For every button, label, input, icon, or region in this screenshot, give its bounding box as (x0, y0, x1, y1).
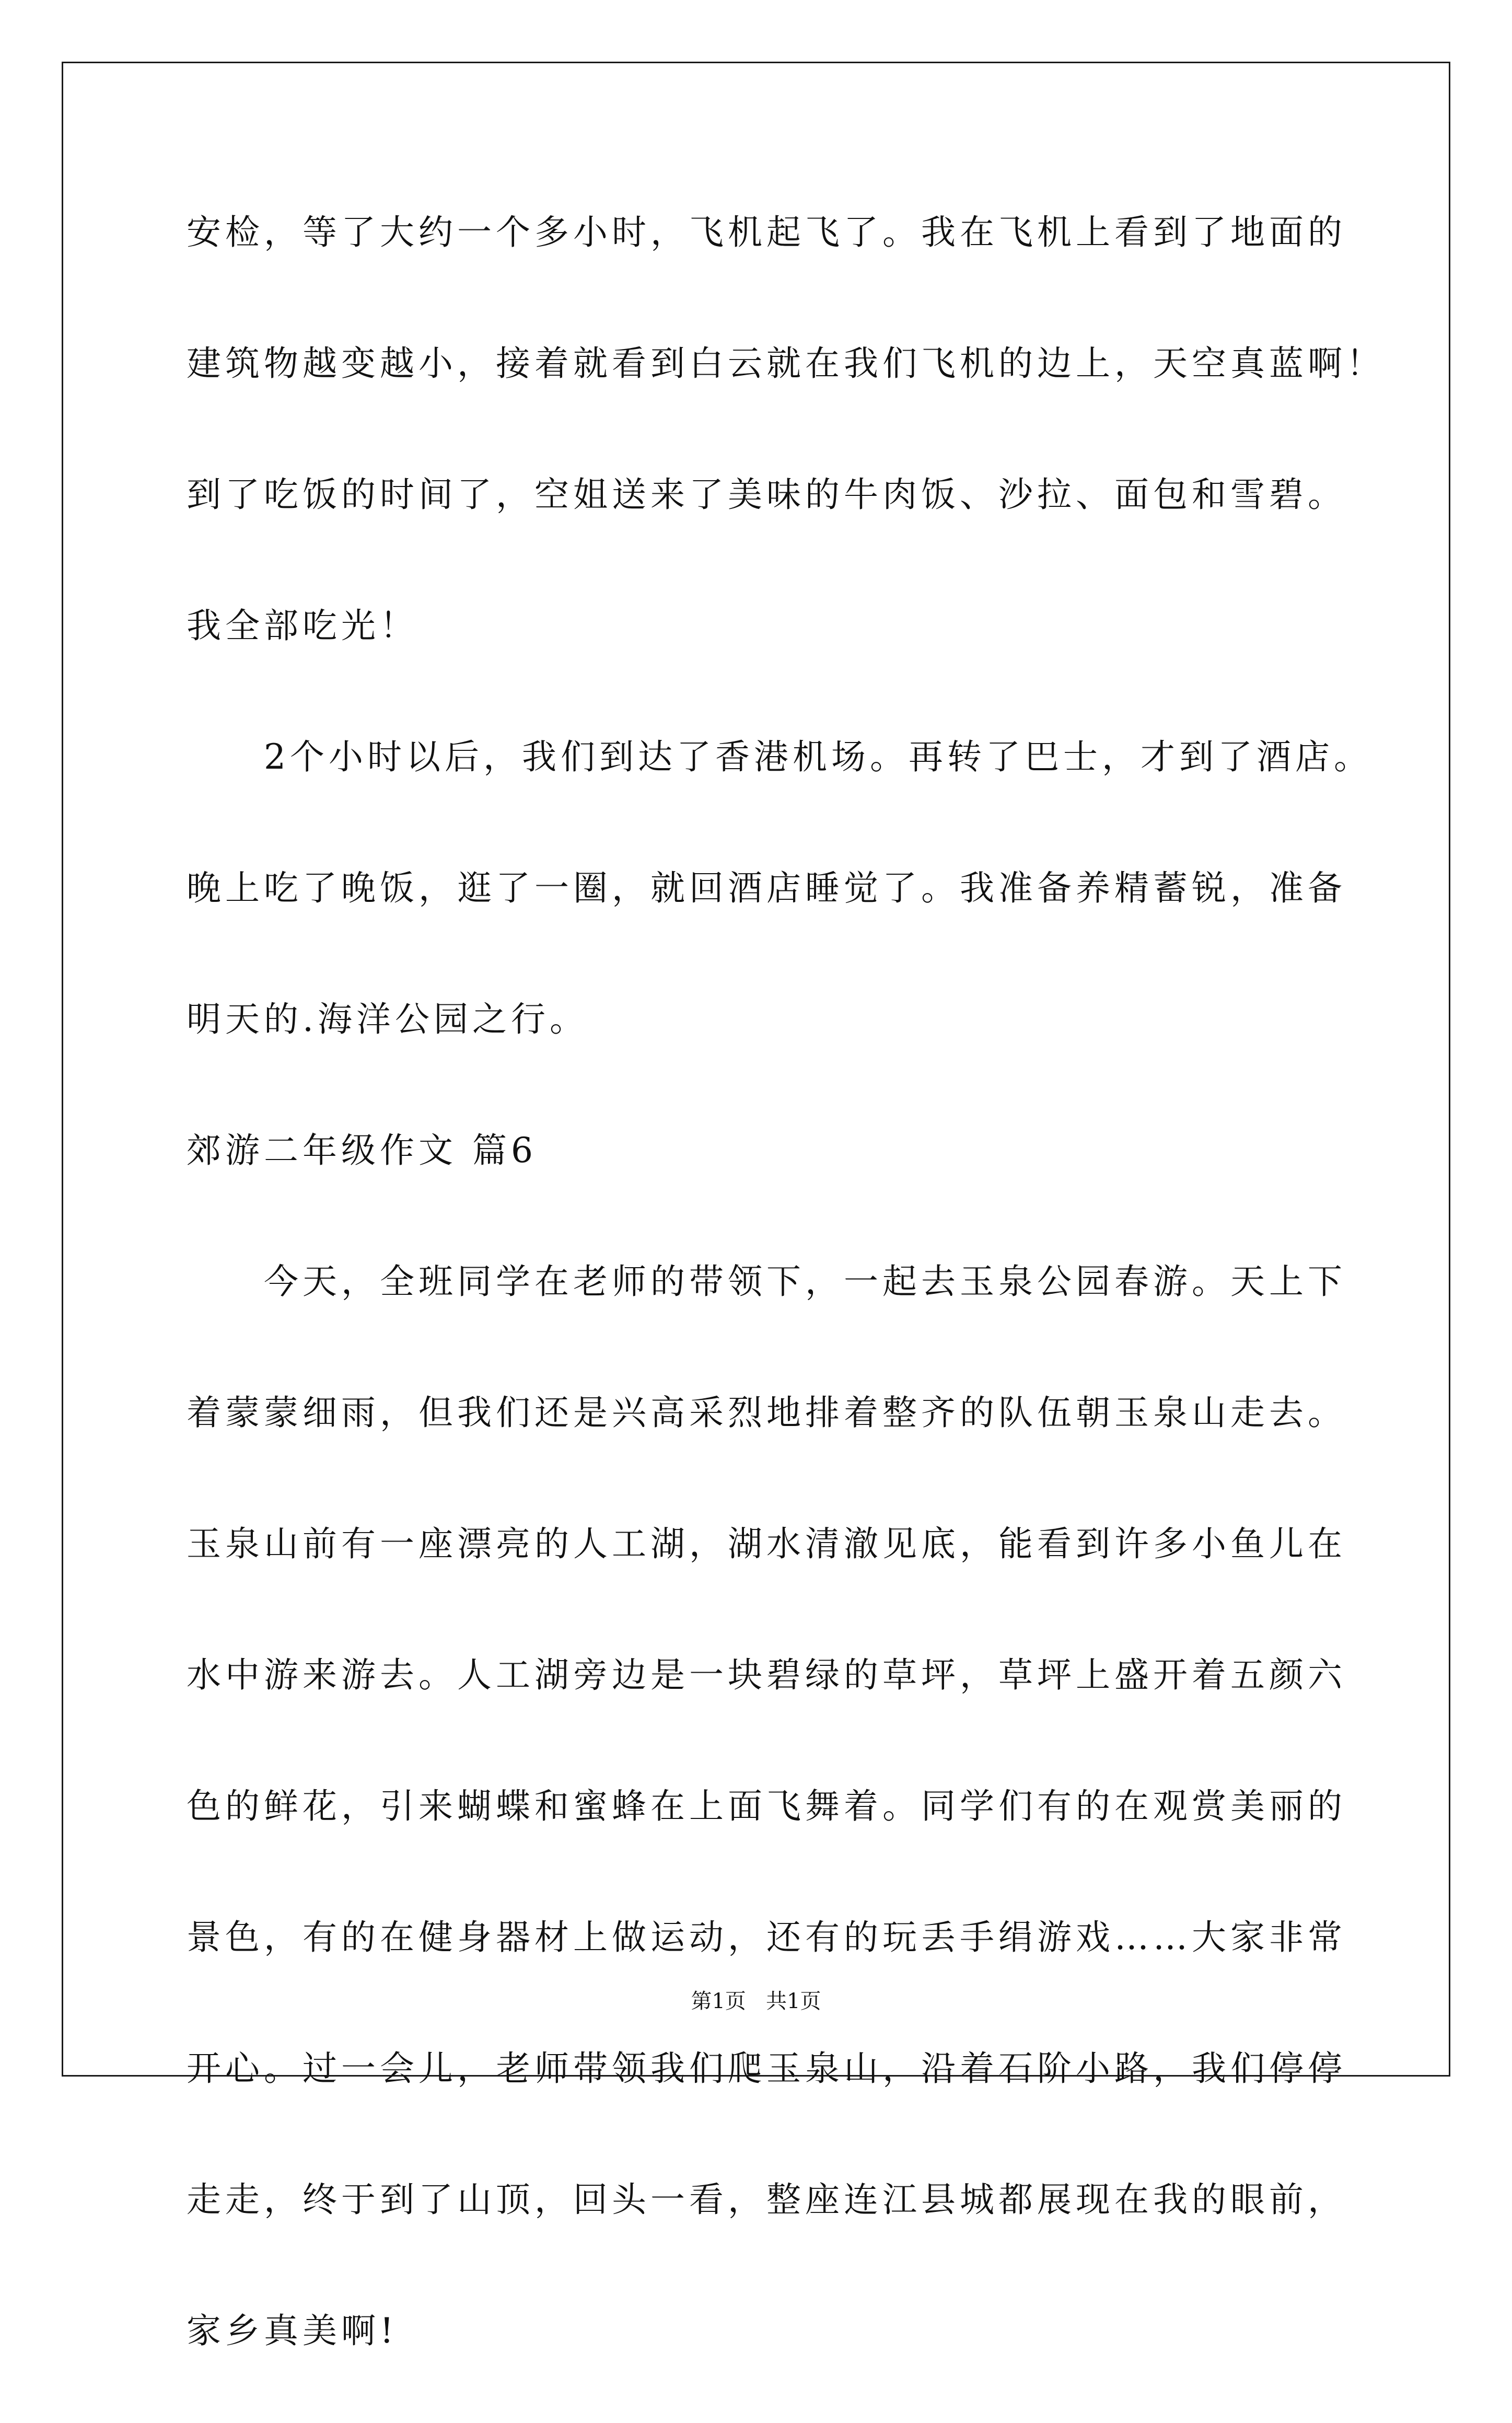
body-line: 走走，终于到了山顶，回头一看，整座连江县城都展现在我的眼前， (187, 2179, 1346, 2220)
body-line: 色的鲜花，引来蝴蝶和蜜蜂在上面飞舞着。同学们有的在观赏美丽的 (187, 1786, 1346, 1826)
section-heading: 郊游二年级作文 篇6 (187, 1130, 537, 1170)
document-body (187, 193, 1385, 2423)
page-footer: 第1页 共1页 (691, 1989, 821, 2013)
body-line: 晚上吃了晚饭，逛了一圈，就回酒店睡觉了。我准备养精蓄锐，准备 (187, 868, 1346, 908)
body-line: 到了吃饭的时间了，空姐送来了美味的牛肉饭、沙拉、面包和雪碧。 (187, 474, 1346, 515)
body-line: 2个小时以后，我们到达了香港机场。再转了巴士，才到了酒店。 (187, 737, 1373, 777)
body-line: 明天的.海洋公园之行。 (187, 999, 588, 1039)
body-line: 着蒙蒙细雨，但我们还是兴高采烈地排着整齐的队伍朝玉泉山走去。 (187, 1393, 1346, 1433)
body-line: 建筑物越变越小，接着就看到白云就在我们飞机的边上，天空真蓝啊！ (187, 343, 1385, 384)
body-line: 景色，有的在健身器材上做运动，还有的玩丢手绢游戏……大家非常 (187, 1917, 1346, 1957)
body-line: 家乡真美啊! (187, 2311, 398, 2351)
body-line: 玉泉山前有一座漂亮的人工湖，湖水清澈见底，能看到许多小鱼儿在 (187, 1524, 1346, 1564)
body-line: 安检，等了大约一个多小时，飞机起飞了。我在飞机上看到了地面的 (187, 212, 1346, 252)
body-line: 今天，全班同学在老师的带领下，一起去玉泉公园春游。天上下 (187, 1261, 1346, 1302)
body-line: 我全部吃光！ (187, 606, 418, 646)
body-line: 开心。过一会儿，老师带领我们爬玉泉山，沿着石阶小路，我们停停 (187, 2048, 1346, 2089)
body-line: 水中游来游去。人工湖旁边是一块碧绿的草坪，草坪上盛开着五颜六 (187, 1655, 1346, 1695)
